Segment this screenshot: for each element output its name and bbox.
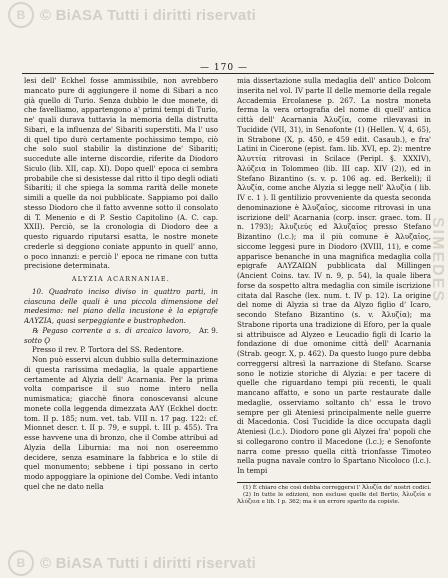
- coin-description: [24, 287, 218, 326]
- coin-reverse-text: ℞ Pegaso corrente a s. di arcaico lavoro, sotto Ϙ: [24, 325, 191, 345]
- left-paragraph-2: Presso il rev. P. Tortora del SS. Redentore.: [32, 345, 184, 355]
- left-paragraph-1: lesi dell' Eckhel fosse ammissibile, non avrebbero mancato pure di aggiungere il nome di Sibari a nco già quello di Turio. Senza dubbio le due monete, di che favelliamo, appartengono a' primi tempi di Turio, ne' quali durava tuttavia la memoria della distrutta Sibari, e la influenza de' Sibariti superstiti. Ma l' uso di quel tipo durò certamente pochissimo tempo, ciò che solo suol stabilir la distinzione de' Sibariti; succedute alle interne discordie, riferite da Diodoro Siculo (lib. XII, cap. XI). Dopo quell' epoca ci sembra probabile che si desistesse dal ritto il tipo degli odiati Sibariti; il che spiega la somma rarità delle monete simili a quelle da noi pubblicate. Sappiamo poi dallo stesso Diodoro che il fatto avvenne sotto il consolato di T. Menenio e di P. Sestio Capitolino (A. C. cap. XXII). Perciò, se la cronologia di Diodoro dee a questo riguardo riputarsi esatta, le nostre monete crederle si deggiono coniate appunto in quell' anno, o poco innanzi: e perciò l' epoca ne rimane con tutta precisione determinata.: [24, 76, 218, 271]
- watermark-text-bottom: © BiASA Tutti i diritti riservati: [40, 554, 257, 572]
- watermark-text: © BiASA Tutti i diritti riservati: [40, 6, 257, 24]
- watermark-banner-bottom: [0, 548, 448, 578]
- right-paragraph-1: mia dissertazione sulla medaglia dell' antico Dolcom inserita nel vol. IV parte II delle memorie della regale Accademia Ercolanese p. 267. La nostra moneta ferma la vera ortografia del nome di quell' antica città dell' Acarnania Ἀλυζία, come rilevavasi in Tucidide (VII, 31), in Senofonte (1) (Hellen. V, 4, 65), in Strabone (X, p. 450, e 459 edit. Casaub.), e fra' Latini in Cicerone (epist. fam. lib. XVI, ep. 2): mentre Ἀλυττία ritrovasi in Scilace (Peripl. §. XXXIV), Ἀλύζεια in Tolommeo (lib. III cap. XIV (2)), ed in Stefano Bizantino (s. v. p. 106 ag. ed. Berkeli); il Ἀλυζία, come anche Alyzia si legge nell' Ἀλυζία ( lib. IV c. 1 ). Il gentilizio provveniente da questa seconda denominazione è Ἀλυζαῖος, siccome ritrovasi in una iscrizione dell' Acarnania (corp. inscr. graec. tom. II n. 1793); Ἀλυζιεύς ed Ἀλυζαῖος presso Stefano Bizantino (l.c.); ma il più comune è Ἀλυζαῖος, siccome leggesi pure in Diodoro (XVIII, 11), e come apparisce benanche in una magnifica medaglia colla epigrafe ΑΛΥΖΑΙΩΝ pubblicata dal Millingen (Ancient Coins. tav. IV n. 9, p. 54), la quale libera forse da sospetto altra medaglia con simile iscrizione citata dal Rasche (lex. num. t. IV p. 12). La origine del nome di Alyzia si trae da Alyzo figlio d' Icaro, secondo Stefano Bizantino (s. v. Ἀλυζία); ma Strabone riporta una tradizione di Eforo, per la quale si attribuisce ad Alyzeo e Leucadio figli di Icario la fondazione di due omonime città dell' Acarnania (Strab. geogr. X, p. 462). Da questo luogo pure debba correggersi altresì la narrazione di Stefano. Scarse sono le notizie storiche di Alyzia: e per tacere di quelle che riguardano tempi più recenti, le quali mancano affatto, e sono un parte restaurate dalle medaglie, osserviamo soltanto ch' essa le trovo sempre per gli Ateniesi principalmente nelle guerre di Macedonia. Così Tucidide la dice occupata dagli Ateniesi (l.c.). Diodoro pone gli Alyzei fra' popoli che si collegarono contro il Macedone (l.c.); e Senofonte narra come presso quella città trionfasse Timoteo nella pugna navale contro lo Spartano Nicoloco (l.c.). In tempi: [237, 76, 431, 475]
- footnote-1: (1) È chiaro che così debba correggersi l' Ἀλυζία de' nostri codici.: [243, 484, 431, 491]
- page-number: — 170 —: [200, 63, 248, 73]
- watermark-banner-top: [0, 0, 448, 30]
- section-title: ALYZIA ACARNANIAE.: [71, 275, 171, 283]
- left-column: [24, 76, 218, 538]
- library-stamp: SIMEDES: [429, 216, 446, 303]
- header-rule: [22, 73, 434, 74]
- coin-metal-size: Ar. 9.: [198, 325, 218, 335]
- coin-description-text: 10. Quadrato inciso diviso in quattro parti, in ciascuna delle quali è una piccola dimensione del medesimo: nel piano della incusione è la epigrafe ΑΛΥΖΙΑ, quasi serpeggiante e bustrophedon.: [24, 286, 218, 325]
- left-paragraph-3: Non può esservi alcun dubbio sulla determinazione di questa rarissima medaglia, la quale appartiene certamente ad Alyzia dell' Acarnania. Per la prima volta comparisce il suo nome intero nella numismatica; giacchè finora conoscevansi alcune monete colla leggenda dimezzata ΑΛΥ (Eckhel doctr. tom. II p. 185; num. vet. tab. VIII n. 17 pag. 122: cf. Mionnet descr. t. II p. 79, e suppl. t. III p. 455). Tra esse havvene una di bronzo, che il Combe attribuì ad Alyzia della Liburnia: ma noi non osereemmo decidere, senza esaminare la fabbrica e lo stile di quel monumento; sebbene i tipi possano in certo modo appoggiare la opinione del Combe. Vedi intanto quel che ne dato nella: [24, 355, 218, 491]
- biasa-logo-icon-bottom: B: [8, 550, 34, 576]
- footnote-2: (2) In tutte le edizioni, non escluse quelle del Bertio, Ἀλυζεία e Ἀλύζεια e lib. I p. 362; ma è un errore sparito da copiste.: [237, 491, 431, 506]
- biasa-logo-icon: B: [8, 2, 34, 28]
- footnotes: [237, 482, 431, 507]
- coin-reverse: [24, 326, 218, 346]
